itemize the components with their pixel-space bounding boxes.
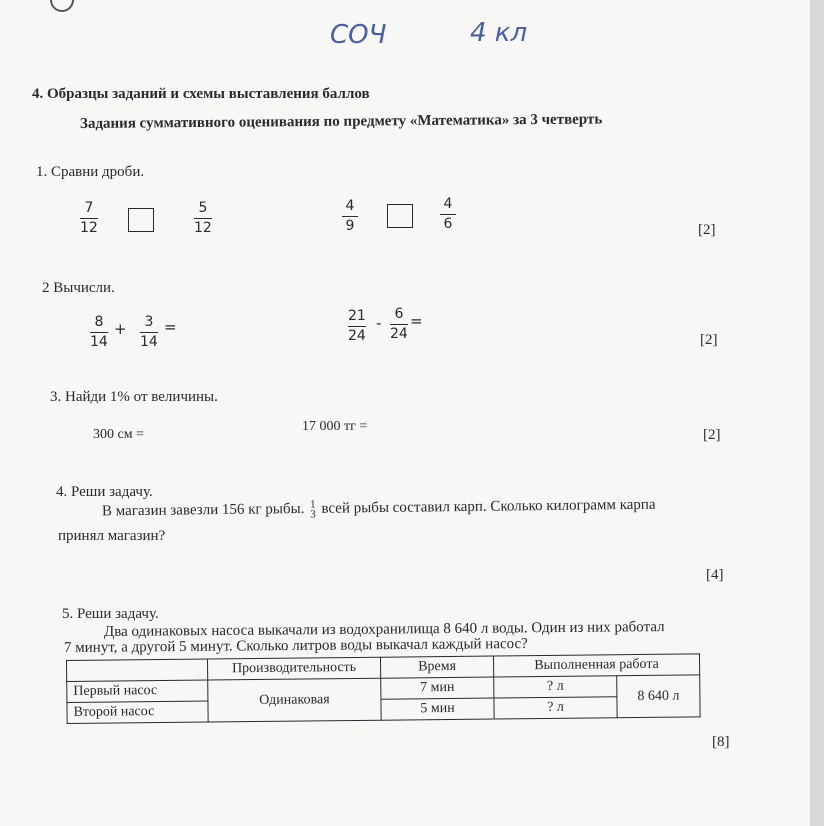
task4-fraction: 1 3 (310, 498, 316, 521)
table-cell-productivity: Одинаковая (208, 678, 381, 722)
task2-expr2-fraction-b: 6 24 (390, 306, 408, 342)
task3-item-1: 300 см = (93, 427, 144, 442)
task4-score: [4] (706, 567, 724, 583)
page-edge (810, 0, 824, 826)
table-cell-time-1: 7 мин (381, 677, 494, 699)
task2-expr2-equals: = (410, 312, 423, 330)
table-header-cell: Выполненная работа (493, 654, 699, 677)
task4-text-end: всей рыбы составил карп. Сколько килограмм карпа (321, 496, 656, 517)
table-cell-work-1: ? л (494, 676, 617, 698)
task2-score: [2] (700, 332, 718, 348)
section-heading: 4. Образцы заданий и схемы выставления баллов (32, 86, 370, 102)
task3-item-2: 17 000 тг = (302, 419, 368, 434)
table-header-cell (67, 659, 208, 681)
task4-line-2: принял магазин? (58, 528, 166, 544)
task2-title: 2 Вычисли. (42, 280, 115, 296)
handwritten-note-right: 4 кл (470, 18, 528, 48)
task1-title: 1. Сравни дроби. (36, 164, 145, 180)
task2-expr2-fraction-a: 21 24 (348, 308, 366, 344)
binder-ring-icon (50, 0, 74, 12)
task1-fraction-a2: 4 9 (342, 198, 358, 234)
assessment-title: Задания суммативного оценивания по предмету «Математика» за 3 четверть (79, 111, 603, 132)
task1-compare-box-2[interactable] (387, 204, 413, 228)
task1-fraction-b1: 5 12 (194, 200, 212, 236)
task1-fraction-b2: 4 6 (440, 196, 456, 232)
task5-score: [8] (712, 734, 730, 750)
table-cell-total: 8 640 л (617, 675, 700, 718)
table-cell-second-pump: Второй насос (67, 701, 208, 723)
table-header-cell: Время (380, 656, 493, 678)
task1-score: [2] (698, 222, 716, 238)
task2-expr1-fraction-a: 8 14 (90, 314, 108, 350)
task3-score: [2] (703, 427, 721, 443)
task4-text-start: В магазин завезли 156 кг рыбы. (101, 500, 305, 520)
task5-line-2: 7 минут, а другой 5 минут. Сколько литров воды выкачал каждый насос? (63, 635, 528, 656)
handwritten-note-left: СОЧ (330, 20, 387, 50)
task5-line-1: Два одинаковых насоса выкачали из водохранилища 8 640 л воды. Один из них работал (103, 619, 665, 640)
table-cell-first-pump: Первый насос (67, 680, 208, 702)
task1-fraction-a1: 7 12 (80, 200, 98, 236)
task2-expr1-fraction-b: 3 14 (140, 314, 158, 350)
task1-compare-box-1[interactable] (128, 208, 154, 232)
table-header-cell: Производительность (207, 657, 380, 680)
task5-title: 5. Реши задачу. (62, 606, 159, 622)
task2-expr2-operator: - (376, 314, 382, 332)
task4-line-1 (102, 495, 656, 522)
task4-title: 4. Реши задачу. (56, 484, 153, 500)
table-cell-work-2: ? л (494, 697, 617, 719)
task5-table (66, 653, 701, 724)
task2-expr1-operator: + (114, 320, 127, 338)
task2-expr1-equals: = (164, 318, 177, 336)
task3-title: 3. Найди 1% от величины. (50, 389, 218, 405)
table-cell-time-2: 5 мин (381, 698, 494, 720)
